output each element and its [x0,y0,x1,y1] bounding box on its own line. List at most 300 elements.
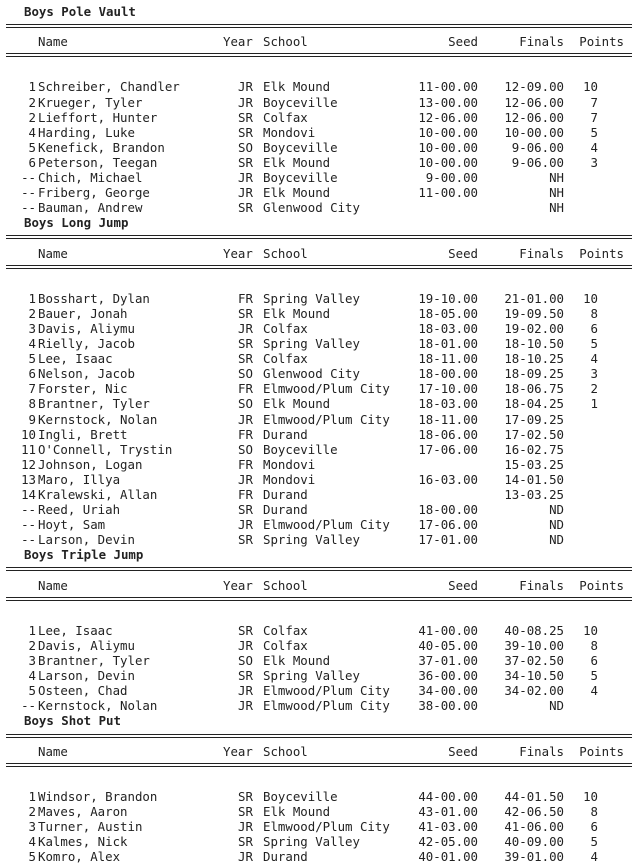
place: 4 [28,668,36,684]
result-row [6,668,636,683]
athlete-school: Spring Valley [263,668,360,684]
athlete-year: SR [238,532,253,548]
place: 2 [28,109,36,125]
finals-mark: 40-08.25 [504,622,564,638]
result-row [6,140,636,155]
column-header-row [6,246,636,261]
event-title: Boys Shot Put [24,713,121,729]
place: -- [21,200,36,216]
athlete-school: Elk Mound [263,154,331,170]
athlete-school: Elk Mound [263,803,331,819]
athlete-name: Kralewski, Allan [38,487,158,502]
athlete-name: Krueger, Tyler [38,94,143,110]
athlete-year: JR [238,849,253,864]
result-row [6,381,636,396]
seed-mark: 18-00.00 [418,502,478,518]
finals-mark: 10-00.00 [504,124,564,140]
athlete-name: Davis, Aliymu [38,320,135,336]
place: 5 [28,139,36,155]
seed-mark: 41-03.00 [418,819,478,835]
points: 4 [590,351,598,367]
header-finals: Finals [519,743,564,759]
athlete-year: SR [238,200,253,216]
place: 6 [28,366,36,382]
header-finals: Finals [519,34,564,50]
athlete-name: Bauman, Andrew [38,200,143,216]
header-name: Name [38,743,68,759]
event-title: Boys Long Jump [24,215,129,231]
place: 6 [28,154,36,170]
athlete-year: FR [238,381,253,397]
athlete-name: Lee, Isaac [38,622,113,638]
athlete-year: JR [238,683,253,699]
place: 10 [21,426,36,442]
seed-mark: 40-05.00 [418,637,478,653]
result-row [6,653,636,668]
athlete-school: Colfax [263,622,308,638]
finals-mark: 15-03.25 [504,456,564,472]
athlete-school: Colfax [263,109,308,125]
header-year: Year [223,577,253,593]
finals-mark: 39-10.00 [504,637,564,653]
athlete-name: Larson, Devin [38,668,135,684]
finals-mark: 18-10.50 [504,336,564,352]
header-school: School [263,34,308,50]
result-row [6,185,636,200]
header-year: Year [223,743,253,759]
finals-mark: 34-02.00 [504,683,564,699]
athlete-year: JR [238,411,253,427]
athlete-name: Forster, Nic [38,381,128,397]
points: 4 [590,849,598,864]
place: -- [21,185,36,201]
points: 6 [590,653,598,669]
seed-mark: 17-10.00 [418,381,478,397]
seed-mark: 13-00.00 [418,94,478,110]
finals-mark: 21-01.00 [504,290,564,306]
place: 12 [21,456,36,472]
seed-mark: 18-03.00 [418,320,478,336]
header-year: Year [223,245,253,261]
athlete-school: Colfax [263,320,308,336]
points: 5 [590,834,598,850]
athlete-year: JR [238,637,253,653]
place: 4 [28,336,36,352]
seed-mark: 18-11.00 [418,351,478,367]
athlete-school: Glenwood City [263,200,360,216]
result-row [6,638,636,653]
event-section [6,713,636,864]
athlete-school: Spring Valley [263,336,360,352]
finals-mark: 34-10.50 [504,668,564,684]
finals-mark: 18-06.75 [504,381,564,397]
athlete-name: Kernstock, Nolan [38,411,158,427]
athlete-name: Ingli, Brett [38,426,128,442]
athlete-name: Peterson, Teegan [38,154,158,170]
athlete-name: Harding, Luke [38,124,135,140]
event-section [6,4,636,215]
double-rule-bottom [6,759,636,774]
column-header-row [6,34,636,49]
place: 3 [28,653,36,669]
place: 1 [28,622,36,638]
result-row [6,306,636,321]
header-points: Points [579,245,624,261]
athlete-name: Bosshart, Dylan [38,290,150,306]
athlete-school: Elk Mound [263,396,331,412]
athlete-name: Bauer, Jonah [38,305,128,321]
double-rule-top [6,562,636,577]
place: 4 [28,124,36,140]
athlete-name: Lieffort, Hunter [38,109,158,125]
result-row [6,532,636,547]
athlete-year: JR [238,320,253,336]
athlete-year: SO [238,441,253,457]
double-rule-bottom [6,49,636,64]
seed-mark: 17-06.00 [418,441,478,457]
place: 14 [21,487,36,502]
double-rule-bottom [6,593,636,608]
athlete-name: Davis, Aliymu [38,637,135,653]
athlete-name: Windsor, Brandon [38,788,158,804]
athlete-name: Reed, Uriah [38,502,121,518]
athlete-year: JR [238,79,253,95]
athlete-school: Elmwood/Plum City [263,819,390,835]
place: -- [21,532,36,548]
points: 10 [583,290,598,306]
athlete-year: JR [238,170,253,186]
seed-mark: 38-00.00 [418,698,478,714]
result-row [6,623,636,638]
points: 1 [590,396,598,412]
result-row [6,412,636,427]
points: 4 [590,139,598,155]
place: 1 [28,788,36,804]
points: 7 [590,109,598,125]
spacer [6,774,636,789]
finals-mark: 18-04.25 [504,396,564,412]
athlete-year: JR [238,185,253,201]
column-header-row [6,578,636,593]
result-row [6,834,636,849]
place: 9 [28,411,36,427]
athlete-year: SR [238,305,253,321]
athlete-name: Hoyt, Sam [38,517,106,533]
result-row [6,427,636,442]
header-finals: Finals [519,577,564,593]
athlete-school: Spring Valley [263,834,360,850]
athlete-year: SR [238,124,253,140]
athlete-year: FR [238,456,253,472]
athlete-year: SR [238,834,253,850]
seed-mark: 18-00.00 [418,366,478,382]
finals-mark: 40-09.00 [504,834,564,850]
result-row [6,472,636,487]
header-seed: Seed [448,245,478,261]
athlete-year: SR [238,788,253,804]
seed-mark: 40-01.00 [418,849,478,864]
header-name: Name [38,577,68,593]
double-rule-top [6,230,636,245]
finals-mark: 16-02.75 [504,441,564,457]
event-title: Boys Triple Jump [24,547,144,563]
place: 2 [28,637,36,653]
finals-mark: 17-02.50 [504,426,564,442]
athlete-year: JR [238,517,253,533]
points: 3 [590,154,598,170]
points: 8 [590,803,598,819]
athlete-year: SO [238,139,253,155]
athlete-school: Durand [263,849,308,864]
points: 8 [590,637,598,653]
athlete-school: Durand [263,487,308,502]
athlete-name: Lee, Isaac [38,351,113,367]
result-row [6,291,636,306]
place: 7 [28,381,36,397]
athlete-school: Elmwood/Plum City [263,411,390,427]
points: 5 [590,124,598,140]
athlete-school: Boyceville [263,170,338,186]
athlete-year: FR [238,487,253,502]
seed-mark: 10-00.00 [418,154,478,170]
place: 2 [28,305,36,321]
seed-mark: 42-05.00 [418,834,478,850]
spacer [6,64,636,79]
place: 5 [28,683,36,699]
points: 6 [590,819,598,835]
athlete-school: Durand [263,502,308,518]
place: -- [21,698,36,714]
athlete-name: Brantner, Tyler [38,653,150,669]
seed-mark: 10-00.00 [418,124,478,140]
athlete-name: Johnson, Logan [38,456,143,472]
athlete-year: SR [238,109,253,125]
seed-mark: 19-10.00 [418,290,478,306]
seed-mark: 34-00.00 [418,683,478,699]
header-name: Name [38,34,68,50]
points: 5 [590,336,598,352]
points: 5 [590,668,598,684]
finals-mark: ND [549,517,564,533]
place: 5 [28,351,36,367]
athlete-school: Spring Valley [263,532,360,548]
points: 2 [590,381,598,397]
seed-mark: 18-11.00 [418,411,478,427]
place: 4 [28,834,36,850]
finals-mark: 18-09.25 [504,366,564,382]
seed-mark: 18-03.00 [418,396,478,412]
seed-mark: 18-05.00 [418,305,478,321]
place: 8 [28,396,36,412]
result-row [6,804,636,819]
athlete-year: SR [238,803,253,819]
athlete-year: SR [238,351,253,367]
finals-mark: 19-09.50 [504,305,564,321]
seed-mark: 16-03.00 [418,471,478,487]
seed-mark: 10-00.00 [418,139,478,155]
athlete-school: Elmwood/Plum City [263,698,390,714]
header-seed: Seed [448,743,478,759]
place: -- [21,517,36,533]
spacer [6,608,636,623]
place: -- [21,170,36,186]
result-row [6,155,636,170]
finals-mark: NH [549,170,564,186]
athlete-school: Mondovi [263,456,316,472]
spacer [6,276,636,291]
seed-mark: 43-01.00 [418,803,478,819]
finals-mark: ND [549,698,564,714]
athlete-year: SO [238,653,253,669]
place: 1 [28,290,36,306]
result-row [6,200,636,215]
seed-mark: 37-01.00 [418,653,478,669]
event-section [6,215,636,547]
athlete-year: SR [238,154,253,170]
seed-mark: 11-00.00 [418,185,478,201]
athlete-year: FR [238,426,253,442]
athlete-school: Mondovi [263,471,316,487]
athlete-school: Elk Mound [263,653,331,669]
result-row [6,110,636,125]
points: 8 [590,305,598,321]
athlete-school: Elk Mound [263,305,331,321]
double-rule-bottom [6,261,636,276]
place: -- [21,502,36,518]
seed-mark: 12-06.00 [418,109,478,125]
finals-mark: ND [549,502,564,518]
seed-mark: 17-06.00 [418,517,478,533]
result-row [6,517,636,532]
result-row [6,698,636,713]
result-row [6,336,636,351]
finals-mark: 12-09.00 [504,79,564,95]
finals-mark: 13-03.25 [504,487,564,502]
athlete-school: Glenwood City [263,366,360,382]
result-row [6,79,636,94]
athlete-name: Chich, Michael [38,170,143,186]
place: 3 [28,320,36,336]
athlete-name: Kenefick, Brandon [38,139,165,155]
result-row [6,95,636,110]
points: 4 [590,683,598,699]
athlete-school: Boyceville [263,139,338,155]
athlete-name: Nelson, Jacob [38,366,135,382]
athlete-school: Elmwood/Plum City [263,381,390,397]
athlete-school: Colfax [263,351,308,367]
athlete-school: Elk Mound [263,185,331,201]
seed-mark: 11-00.00 [418,79,478,95]
points: 6 [590,320,598,336]
athlete-name: Brantner, Tyler [38,396,150,412]
place: 2 [28,803,36,819]
result-row [6,849,636,864]
athlete-year: SR [238,336,253,352]
header-year: Year [223,34,253,50]
athlete-name: Osteen, Chad [38,683,128,699]
finals-mark: 12-06.00 [504,94,564,110]
result-row [6,170,636,185]
results-document [6,4,636,864]
athlete-name: Kernstock, Nolan [38,698,158,714]
header-school: School [263,577,308,593]
athlete-name: Turner, Austin [38,819,143,835]
result-row [6,819,636,834]
event-section [6,547,636,713]
result-row [6,789,636,804]
seed-mark: 36-00.00 [418,668,478,684]
header-points: Points [579,577,624,593]
athlete-name: Kalmes, Nick [38,834,128,850]
column-header-row [6,744,636,759]
finals-mark: 44-01.50 [504,788,564,804]
athlete-year: SO [238,396,253,412]
header-school: School [263,743,308,759]
finals-mark: 41-06.00 [504,819,564,835]
athlete-year: JR [238,471,253,487]
header-name: Name [38,245,68,261]
athlete-year: JR [238,698,253,714]
athlete-year: SR [238,622,253,638]
result-row [6,683,636,698]
finals-mark: NH [549,185,564,201]
finals-mark: 37-02.50 [504,653,564,669]
athlete-year: JR [238,94,253,110]
place: 3 [28,819,36,835]
finals-mark: 19-02.00 [504,320,564,336]
place: 11 [21,441,36,457]
header-finals: Finals [519,245,564,261]
athlete-school: Spring Valley [263,290,360,306]
finals-mark: 9-06.00 [511,154,564,170]
athlete-name: Maves, Aaron [38,803,128,819]
result-row [6,487,636,502]
header-points: Points [579,34,624,50]
points: 7 [590,94,598,110]
finals-mark: 9-06.00 [511,139,564,155]
athlete-name: Maro, Illya [38,471,121,487]
points: 10 [583,622,598,638]
athlete-year: FR [238,290,253,306]
event-title: Boys Pole Vault [24,4,136,19]
seed-mark: 17-01.00 [418,532,478,548]
athlete-name: Komro, Alex [38,849,121,864]
athlete-name: Rielly, Jacob [38,336,135,352]
result-row [6,125,636,140]
header-seed: Seed [448,577,478,593]
athlete-name: O'Connell, Trystin [38,441,173,457]
athlete-school: Boyceville [263,94,338,110]
finals-mark: ND [549,532,564,548]
athlete-school: Elmwood/Plum City [263,683,390,699]
result-row [6,457,636,472]
athlete-school: Mondovi [263,124,316,140]
place: 13 [21,471,36,487]
result-row [6,351,636,366]
seed-mark: 41-00.00 [418,622,478,638]
athlete-school: Colfax [263,637,308,653]
place: 1 [28,79,36,95]
athlete-name: Friberg, George [38,185,150,201]
athlete-school: Durand [263,426,308,442]
athlete-name: Larson, Devin [38,532,135,548]
finals-mark: 42-06.50 [504,803,564,819]
points: 10 [583,788,598,804]
finals-mark: 18-10.25 [504,351,564,367]
header-school: School [263,245,308,261]
points: 3 [590,366,598,382]
result-row [6,502,636,517]
